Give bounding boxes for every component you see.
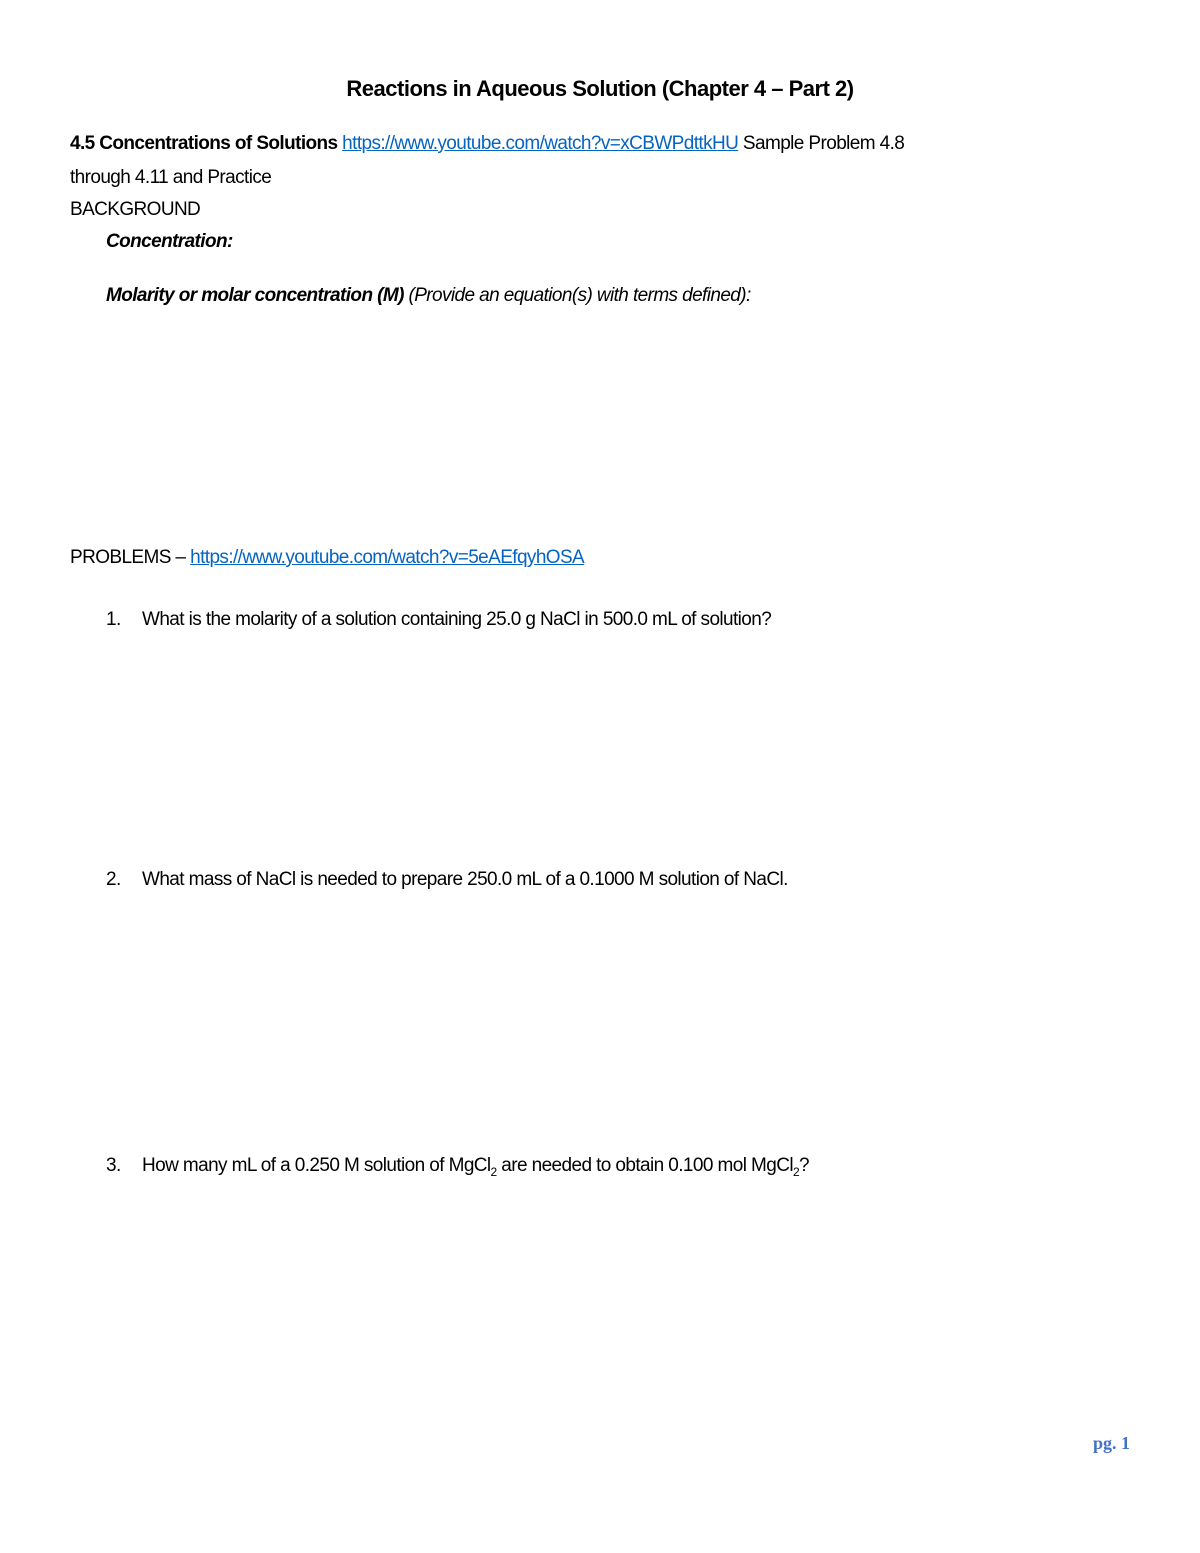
section-line	[70, 132, 904, 156]
problem-text: What is the molarity of a solution containing 25.0 g NaCl in 500.0 mL of solution?	[142, 609, 772, 630]
concentration-label: Concentration:	[106, 231, 233, 252]
video-link-2[interactable]: https://www.youtube.com/watch?v=5eAEfqyhOSA	[190, 547, 585, 568]
molarity-line	[106, 284, 751, 308]
problem-text: What mass of NaCl is needed to prepare 250.0 mL of a 0.1000 M solution of NaCl.	[142, 869, 788, 890]
molarity-instruction: (Provide an equation(s) with terms defined):	[408, 285, 751, 306]
video-link-1[interactable]: https://www.youtube.com/watch?v=xCBWPdttkHU	[342, 133, 739, 154]
section-heading: 4.5 Concentrations of Solutions	[70, 133, 338, 154]
problem-number: 2.	[106, 869, 121, 890]
problem-number: 3.	[106, 1155, 121, 1176]
problem-1	[106, 608, 771, 632]
page-title: Reactions in Aqueous Solution (Chapter 4 – Part 2)	[346, 76, 854, 101]
problems-line	[70, 546, 584, 570]
problem-3	[106, 1154, 809, 1184]
problem-text-b: are needed to obtain 0.100 mol MgCl	[496, 1155, 793, 1176]
background-label: BACKGROUND	[70, 199, 201, 220]
section-line-2: through 4.11 and Practice	[70, 167, 272, 188]
problem-number: 1.	[106, 609, 121, 630]
page-number: pg. 1	[1092, 1433, 1130, 1453]
problem-text-c: ?	[799, 1155, 809, 1176]
problems-label: PROBLEMS –	[70, 547, 186, 568]
problem-2	[106, 868, 788, 892]
section-after-link: Sample Problem 4.8	[742, 133, 905, 154]
subscript: 2	[490, 1164, 497, 1179]
molarity-label: Molarity or molar concentration (M)	[106, 285, 404, 306]
problem-text-a: How many mL of a 0.250 M solution of MgCl	[142, 1155, 491, 1176]
subscript: 2	[792, 1164, 800, 1179]
